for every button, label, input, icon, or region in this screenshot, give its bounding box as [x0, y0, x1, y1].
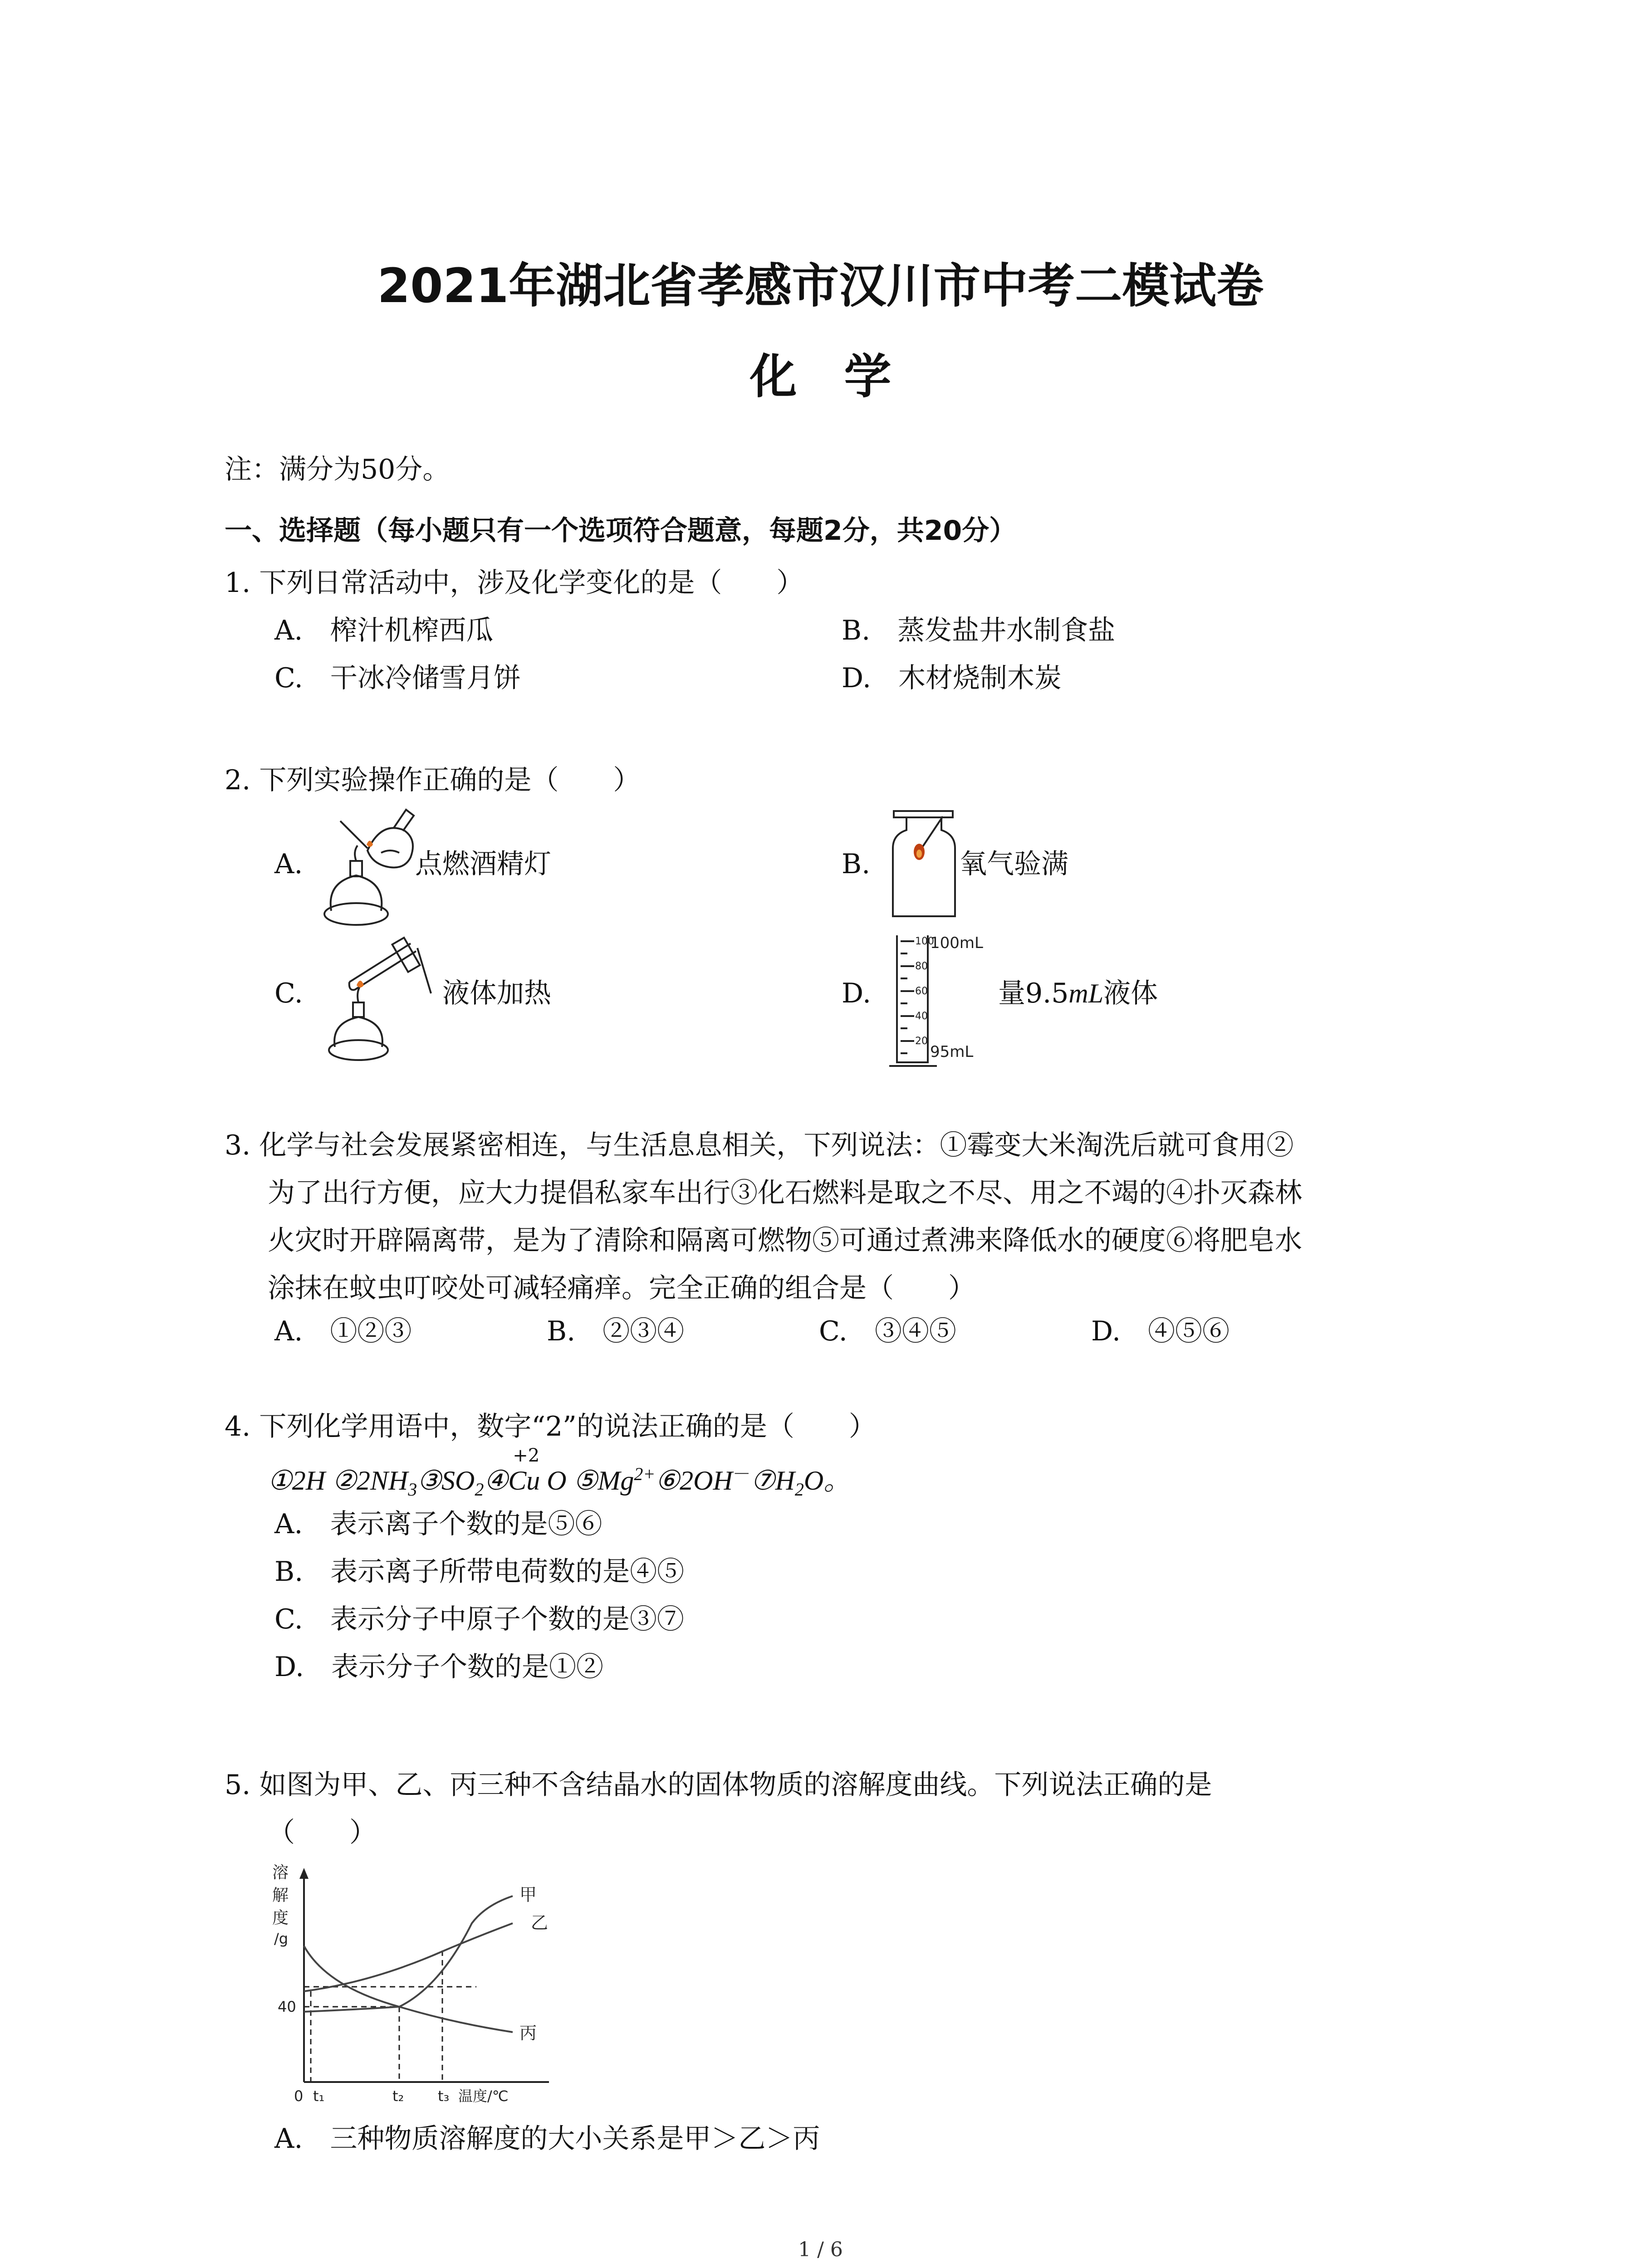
y-label-char: 解 — [272, 1886, 289, 1905]
x-tick-label: t₃ — [438, 2087, 450, 2105]
q2-stem: 2. 下列实验操作正确的是（ ） — [225, 764, 641, 796]
q3-line-1: 3. 化学与社会发展紧密相连，与生活息息相关，下列说法：①霉变大米淘洗后就可食用② — [225, 1129, 1294, 1161]
q3-line-2: 为了出行方便，应大力提倡私家车出行③化石燃料是取之不尽、用之不竭的④扑灭森林 — [268, 1177, 1302, 1209]
x-tick-label: 0 — [294, 2087, 304, 2105]
d-text-unit: mL — [1068, 978, 1104, 1008]
q1-option-d: D. 木材烧制木炭 — [842, 662, 1062, 694]
d-text-post: 液体 — [1103, 978, 1158, 1009]
q5-stem-blank: （ ） — [268, 1817, 377, 1848]
mg-charge: 2+ — [634, 1464, 656, 1484]
q3-option-d: D. ④⑤⑥ — [1091, 1315, 1230, 1347]
formula-subscript: 2 — [794, 1479, 804, 1500]
q2-option-a-letter: A. — [274, 848, 303, 880]
q2-option-a-text: 点燃酒精灯 — [415, 848, 551, 880]
d-text-num: 9.5 — [1025, 978, 1069, 1009]
q3-option-b: B. ②③④ — [547, 1315, 685, 1347]
y-label-char: /g — [274, 1930, 289, 1947]
q4-option-a: A. 表示离子个数的是⑤⑥ — [274, 1508, 603, 1540]
d-text-pre: 量 — [998, 978, 1025, 1009]
q2-option-b-text: 氧气验满 — [960, 848, 1068, 880]
liquid-heating-figure — [313, 934, 445, 1066]
alcohol-lamp-lighting-figure — [313, 803, 422, 930]
q2-option-d-text — [998, 975, 1158, 1012]
q1-option-c: C. 干冰冷储雪月饼 — [274, 662, 521, 694]
cylinder-tick-label: 100 — [915, 936, 934, 947]
q3-option-a: A. ①②③ — [274, 1315, 412, 1347]
series-line-yi — [304, 1923, 513, 1991]
series-line-jia — [304, 1896, 513, 2012]
cylinder-tick-label: 60 — [915, 986, 928, 997]
score-note: 注：满分为50分。 — [225, 454, 450, 485]
series-label-jia: 甲 — [519, 1885, 537, 1905]
q1-option-b: B. 蒸发盐井水制食盐 — [842, 615, 1116, 646]
q3-line-4: 涂抹在蚊虫叮咬处可减轻痛痒。完全正确的组合是（ ） — [268, 1272, 975, 1304]
q4-option-c: C. 表示分子中原子个数的是③⑦ — [274, 1603, 684, 1635]
formula-subscript: 2 — [475, 1479, 484, 1500]
formula-part: ⑥2OH — [655, 1466, 733, 1496]
cylinder-top-label: 100mL — [930, 934, 983, 952]
q4-option-d: D. 表示分子个数的是①② — [274, 1651, 604, 1683]
q5-option-a: A. 三种物质溶解度的大小关系是甲＞乙＞丙 — [274, 2123, 820, 2155]
q4-formula-line — [268, 1445, 851, 1508]
cylinder-tick-label: 40 — [915, 1011, 928, 1022]
cu-symbol: Cu — [508, 1466, 540, 1496]
solubility-curve-chart — [259, 1851, 585, 2105]
q3-option-c: C. ③④⑤ — [819, 1315, 956, 1347]
section-heading: 一、选择题（每小题只有一个选项符合题意，每题2分，共20分） — [225, 515, 1017, 547]
formula-part: O ⑤Mg — [540, 1466, 634, 1496]
q1-stem: 1. 下列日常活动中，涉及化学变化的是（ ） — [225, 567, 804, 599]
q2-option-b-letter: B. — [842, 848, 871, 880]
formula-subscript: 3 — [408, 1479, 417, 1500]
y-tick-label: 40 — [278, 1998, 296, 2015]
q5-stem: 5. 如图为甲、乙、丙三种不含结晶水的固体物质的溶解度曲线。下列说法正确的是 — [225, 1769, 1212, 1801]
x-tick-label: t₁ — [313, 2087, 325, 2105]
q4-option-b: B. 表示离子所带电荷数的是④⑤ — [274, 1556, 685, 1588]
series-label-bing: 丙 — [519, 2023, 537, 2043]
q2-option-c-letter: C. — [274, 978, 303, 1009]
formula-part: ⑦H — [750, 1466, 795, 1496]
formula-part: ①2H ②2NH — [268, 1466, 408, 1496]
q2-option-c-text: 液体加热 — [442, 978, 551, 1009]
formula-part: O。 — [803, 1466, 851, 1496]
graduated-cylinder-figure — [887, 930, 1005, 1075]
q2-option-d-letter: D. — [842, 978, 872, 1009]
oxygen-test-bottle-figure — [889, 807, 962, 921]
cylinder-bottom-label: 95mL — [930, 1043, 974, 1061]
q3-line-3: 火灾时开辟隔离带，是为了清除和隔离可燃物⑤可通过煮沸来降低水的硬度⑥将肥皂水 — [268, 1225, 1302, 1256]
cylinder-tick-label: 80 — [915, 961, 928, 972]
y-label-char: 溶 — [272, 1863, 289, 1882]
q4-stem: 4. 下列化学用语中，数字“2”的说法正确的是（ ） — [225, 1411, 876, 1442]
cylinder-tick-label: 20 — [915, 1036, 928, 1047]
cu-with-valence — [508, 1445, 540, 1499]
series-label-yi: 乙 — [531, 1913, 549, 1933]
x-axis-label: 温度/℃ — [458, 2087, 509, 2105]
formula-part: ④ — [484, 1466, 509, 1496]
oh-charge: － — [732, 1464, 751, 1485]
cu-valence: +2 — [513, 1445, 540, 1466]
x-tick-label: t₂ — [392, 2087, 404, 2105]
subject-title: 化 学 — [749, 349, 892, 404]
q1-option-a: A. 榨汁机榨西瓜 — [274, 615, 494, 646]
page-number: 1 / 6 — [798, 2238, 843, 2261]
series-line-bing — [304, 1946, 513, 2032]
y-label-char: 度 — [272, 1909, 289, 1927]
formula-part: ③SO — [417, 1466, 475, 1496]
y-axis-arrow — [299, 1868, 309, 1879]
exam-title: 2021年湖北省孝感市汉川市中考二模试卷 — [377, 258, 1264, 313]
